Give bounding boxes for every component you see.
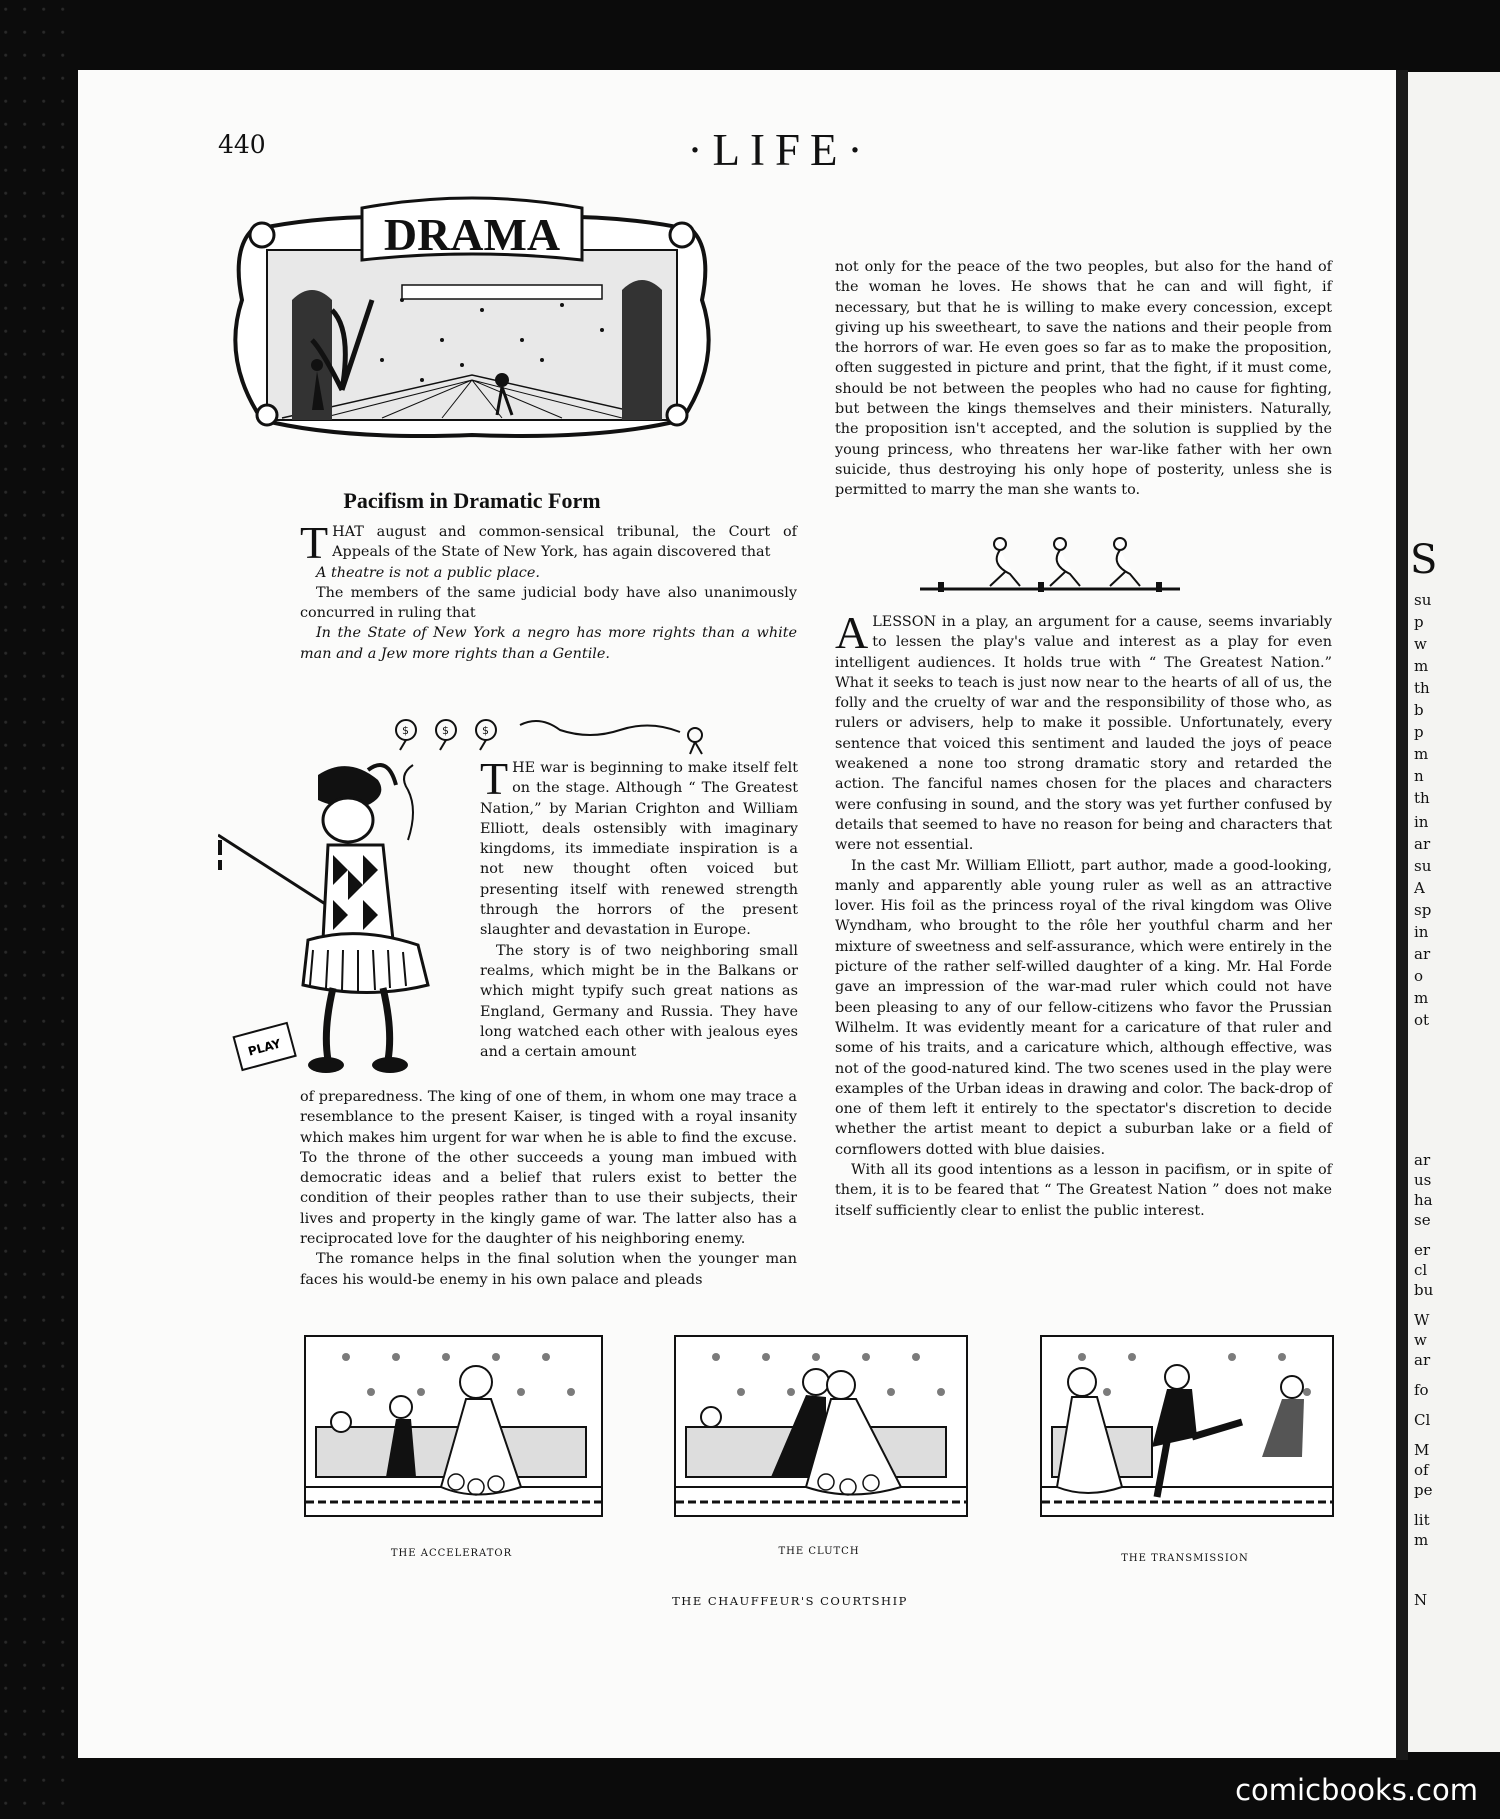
dropcap: T — [480, 753, 509, 804]
svg-text:$: $ — [482, 724, 489, 737]
next-page-text-fragment: m — [1414, 657, 1429, 675]
banner-word: DRAMA — [383, 209, 561, 260]
next-page-text-fragment: ar — [1414, 945, 1431, 963]
scan-edge — [0, 0, 80, 1819]
next-page-text-fragment: w — [1414, 1331, 1427, 1349]
drama-banner-illustration — [222, 190, 722, 452]
paragraph: With all its good intentions as a lesson in pacifism, or in spite of them, it is to be feared that “ The Greatest Nation ” does not make itself sufficiently clear to enlist the public interest. — [835, 1162, 1332, 1219]
next-page-text-fragment: ot — [1414, 1011, 1430, 1029]
next-page-text-fragment: cl — [1414, 1261, 1428, 1279]
column-1-top — [300, 517, 797, 664]
next-page-text-fragment: m — [1414, 989, 1429, 1007]
money-bags-ornament — [390, 710, 720, 758]
dropcap: A — [835, 607, 869, 658]
next-page-text-fragment: th — [1414, 789, 1430, 807]
next-page-text-fragment: N — [1414, 1591, 1428, 1609]
column-2-top — [835, 257, 1332, 501]
next-page-text-fragment: o — [1414, 967, 1424, 985]
next-page-text-fragment: th — [1414, 679, 1430, 697]
paragraph: HAT august and common-sensical tribunal, the Court of Appeals of the State of New York, has again discovered that — [332, 524, 797, 561]
watermark: comicbooks.com — [1235, 1773, 1478, 1807]
svg-text:$: $ — [442, 724, 449, 737]
paragraph: In the cast Mr. William Elliott, part author, made a good-looking, manly and apparently able young ruler as well as an attractive lover. His foil as the princess royal of the rival kingdom was Olive Wyndham, who brought to the rôle her youthful charm and her mixture of sweetness and self-assurance, which were entirely in the picture of the rather self-willed daughter of a king. Mr. Hal Forde gave an impression of the war-mad ruler which could not have been pleasing to any of our fellow-citizens who favor the Prussian Wilhelm. It was evidently meant for a caricature of that ruler and some of his traits, and a caricature which, although effective, was not of the good-natured kind. The two scenes used in the play were examples of the Urban ideas in drawing and color. The back-drop of one of them left it entirely to the spectator's discretion to decide whether the artist meant to depict a suburban lake or a field of cornflowers dotted with blue daisies. — [835, 857, 1332, 1158]
svg-text:$: $ — [402, 724, 409, 737]
next-page-text-fragment: w — [1414, 635, 1427, 653]
soldier-caricature-illustration — [218, 760, 468, 1085]
paragraph: The story is of two neighboring small realms, which might be in the Balkans or which might typify such great nations as England, Germany and Russia. They have long watched each other with jealous eyes and a certain amount — [480, 942, 798, 1061]
cartoon-panel-clutch — [674, 1335, 968, 1517]
next-page-text-fragment: bu — [1414, 1281, 1434, 1299]
next-page-text-fragment: M — [1414, 1441, 1430, 1459]
next-page-text-fragment: of — [1414, 1461, 1429, 1479]
next-page-text-fragment: er — [1414, 1241, 1431, 1259]
paragraph: of preparedness. The king of one of them, in whom one may trace a resemblance to the present Kaiser, is tinged with a royal insanity which makes him urgent for war when he is able to find the excuse. To the throne of the other succeeds a young man imbued with democratic ideas and a belief that rulers exist to better the condition of their peoples rather than to use their subjects, their lives and property in the kingly game of war. The latter also has a reciprocated love for the daughter of his neighboring enemy. — [300, 1089, 797, 1248]
next-page-text-fragment: se — [1414, 1211, 1431, 1229]
next-page-text-fragment: S — [1410, 537, 1438, 583]
column-1-bottom — [300, 1087, 797, 1290]
next-page-text-fragment: ha — [1414, 1191, 1433, 1209]
play-sign: PLAY — [246, 1036, 283, 1059]
cartoon-caption: THE CLUTCH — [778, 1546, 860, 1557]
masthead: ·LIFE· — [687, 125, 873, 175]
paragraph: not only for the peace of the two peoples, but also for the hand of the woman he loves. He shows that he can and will fight, if necessary, but that he is willing to make every concession, except giving up his sweetheart, to save the nations and their people from the horrors of war. He even goes so far as to make the proposition, often suggested in picture and print, that the fight, if it must come, should be not between the peoples who had no cause for fighting, but between the kings themselves and their ministers. Naturally, the proposition isn't accepted, and the solution is supplied by the young princess, who threatens her war-like father with her own suicide, thus destroying his only hope of posterity, unless she is permitted to marry the man she wants to. — [835, 259, 1332, 499]
next-page-text-fragment: ar — [1414, 835, 1431, 853]
cartoon-panel-transmission — [1040, 1335, 1334, 1517]
page-gutter — [1396, 70, 1408, 1760]
next-page-text-fragment: m — [1414, 745, 1429, 763]
next-page-text-fragment: ar — [1414, 1351, 1431, 1369]
next-page-text-fragment: A — [1414, 879, 1425, 897]
next-page-text-fragment: lit — [1414, 1511, 1430, 1529]
dancers-ornament — [920, 534, 1180, 602]
column-2-bottom — [835, 607, 1332, 1221]
next-page-text-fragment: fo — [1414, 1381, 1429, 1399]
next-page-text-fragment: in — [1414, 923, 1429, 941]
next-page-text-fragment: W — [1414, 1311, 1430, 1329]
next-page-fragment — [1408, 72, 1500, 1752]
next-page-text-fragment: n — [1414, 767, 1424, 785]
next-page-text-fragment: p — [1414, 723, 1424, 741]
cartoon-strip-title: THE CHAUFFEUR'S COURTSHIP — [672, 1594, 908, 1608]
next-page-text-fragment: Cl — [1414, 1411, 1431, 1429]
next-page-text-fragment: p — [1414, 613, 1424, 631]
cartoon-caption: THE TRANSMISSION — [1121, 1553, 1249, 1564]
dropcap: T — [300, 517, 329, 568]
next-page-text-fragment: pe — [1414, 1481, 1433, 1499]
next-page-text-fragment: su — [1414, 857, 1432, 875]
paragraph: The members of the same judicial body have also unanimously concurred in ruling that — [300, 584, 797, 622]
next-page-text-fragment: su — [1414, 591, 1432, 609]
paragraph: The romance helps in the final solution when the younger man faces his would-be enemy in his own palace and pleads — [300, 1251, 797, 1288]
next-page-text-fragment: b — [1414, 701, 1424, 719]
cartoon-caption: THE ACCELERATOR — [390, 1548, 513, 1559]
next-page-text-fragment: m — [1414, 1531, 1429, 1549]
paragraph: HE war is beginning to make itself felt on the stage. Although “ The Greatest Nation,” by Marian Crighton and William Elliott, deals ostensibly with imaginary kingdoms, its immediate inspiration is a not new thought often voiced but presenting itself with renewed strength through the horrors of the present slaughter and devastation in Europe. — [480, 760, 798, 939]
paragraph: LESSON in a play, an argument for a cause, seems invariably to lessen the play's value and interest as a play for even intelligent audiences. It holds true with “ The Greatest Nation.” What it seeks to teach is just now near to the hearts of all of us, the folly and the cruelty of war and the responsibility of those who, as rulers or advisers, help to make it possible. Unfortunately, every sentence that voiced this sentiment and lauded the joys of peace weakened a none too strong dramatic story and retarded the action. The fanciful names chosen for the places and characters were confusing in sound, and the story was yet further confused by details that seemed to have no reason for being and characters that were not essential. — [835, 614, 1332, 854]
column-1-beside-illustration — [480, 753, 798, 1062]
next-page-text-fragment: ar — [1414, 1151, 1431, 1169]
page-number: 440 — [218, 130, 266, 159]
next-page-text-fragment: us — [1414, 1171, 1432, 1189]
next-page-text-fragment: sp — [1414, 901, 1432, 919]
quote: A theatre is not a public place. — [316, 564, 540, 581]
cartoon-panel-accelerator — [304, 1335, 603, 1517]
quote: In the State of New York a negro has more rights than a white man and a Jew more rights than a Gentile. — [300, 625, 797, 662]
next-page-text-fragment: in — [1414, 813, 1429, 831]
section-title: Pacifism in Dramatic Form — [343, 488, 601, 513]
